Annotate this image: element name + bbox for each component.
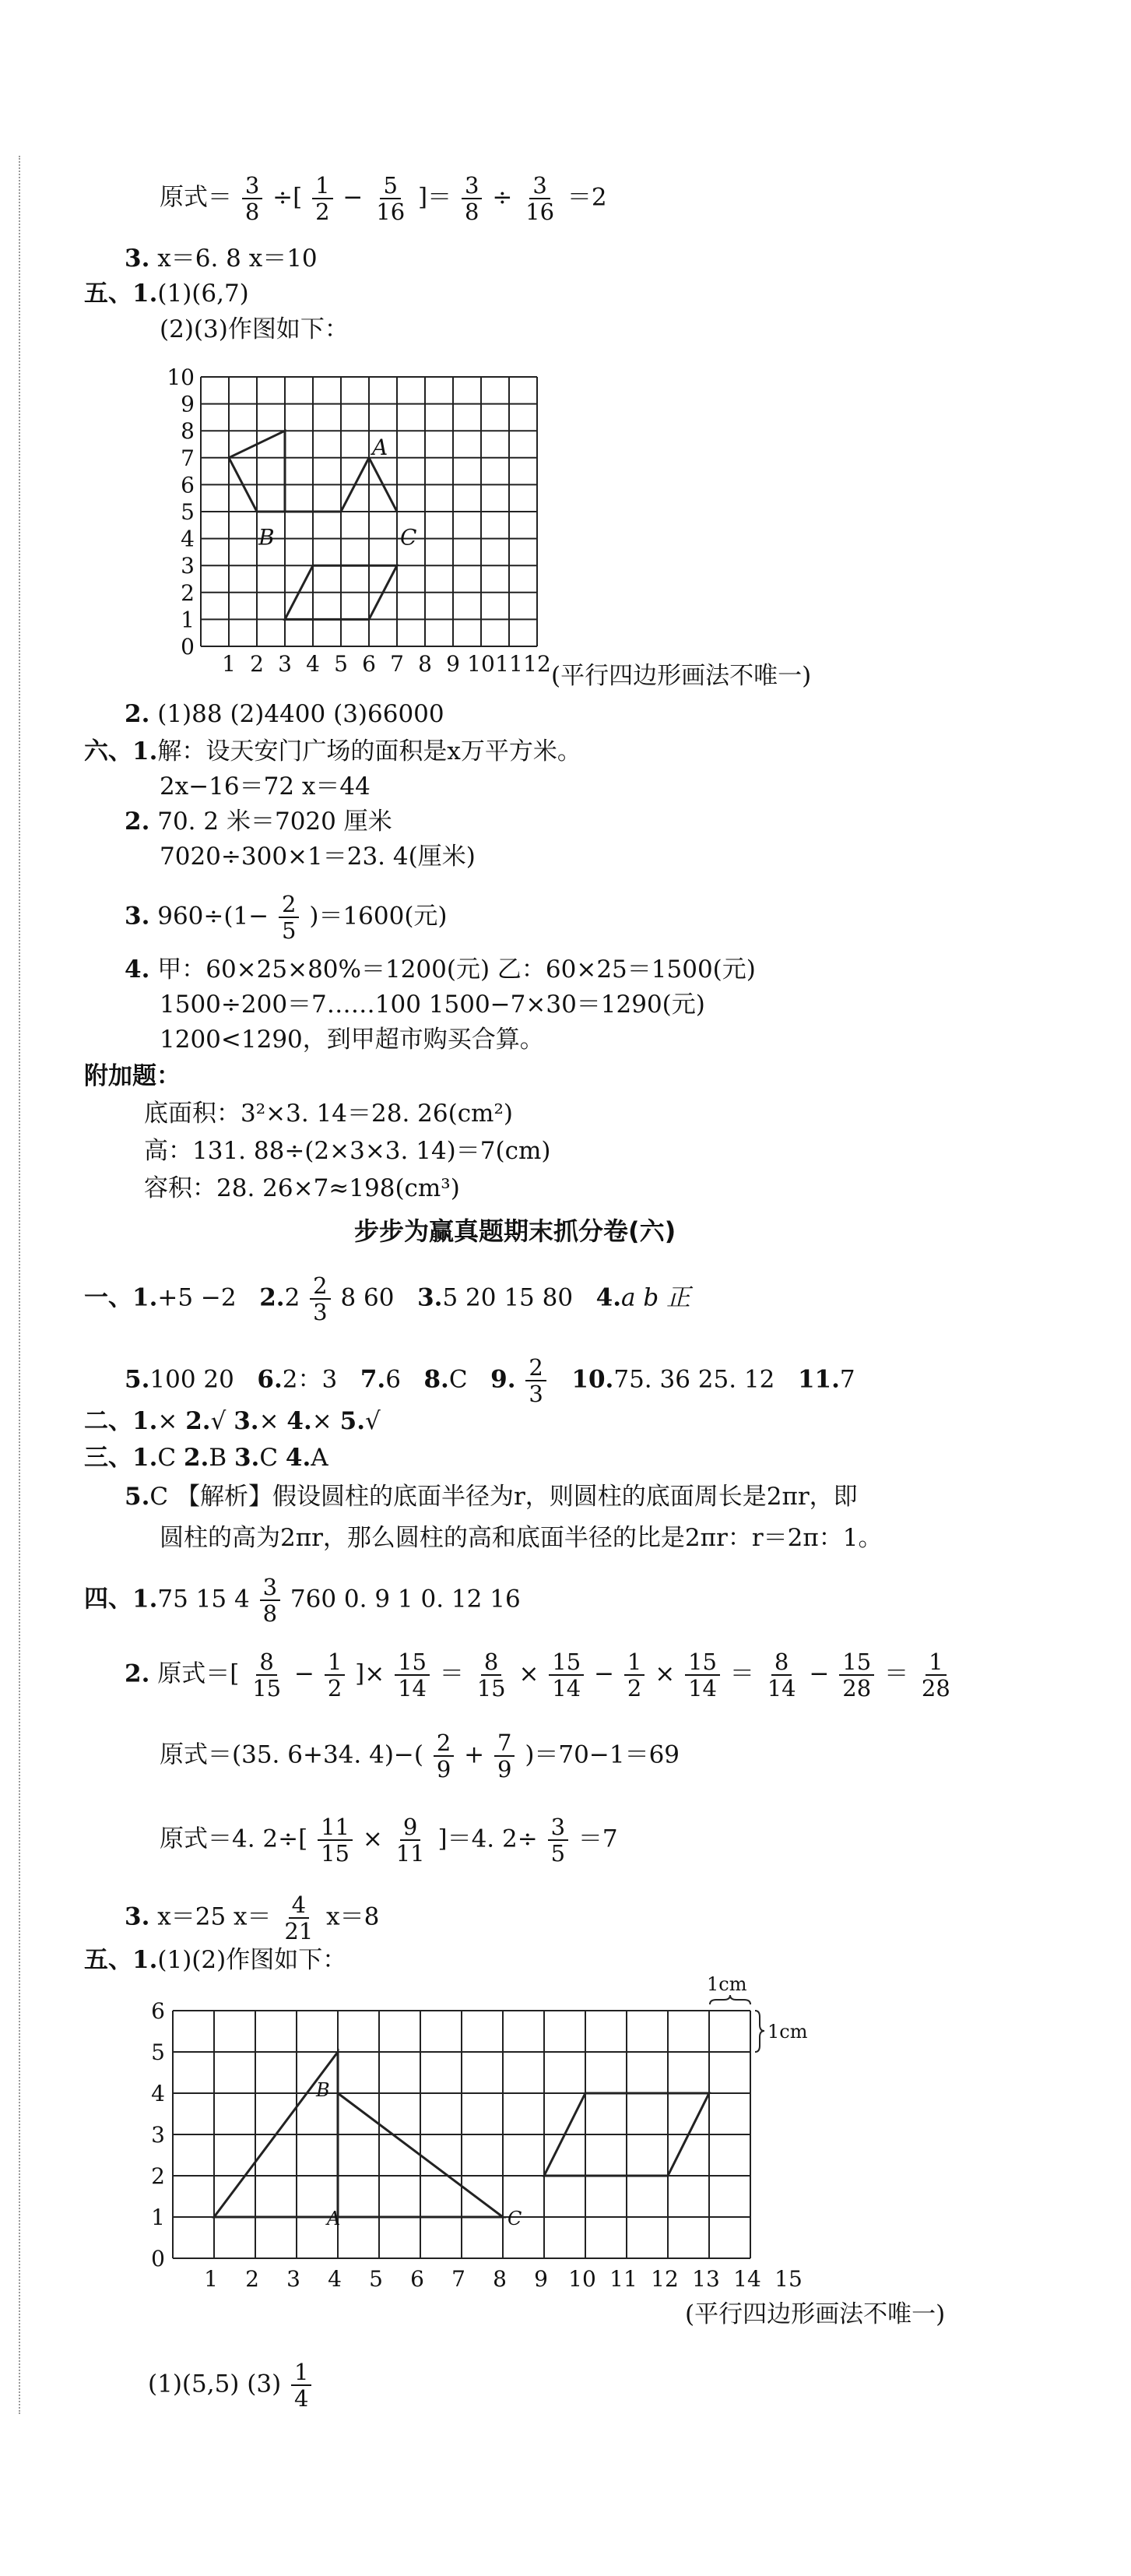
grid1-x-tick: 8 xyxy=(418,651,432,677)
grid2-x-tick: 5 xyxy=(369,2266,383,2292)
grid1-y-tick: 2 xyxy=(181,579,195,606)
grid2-note: (平行四边形画法不唯一) xyxy=(685,2300,946,2328)
unit-brace-horizontal xyxy=(710,1995,750,2004)
unit-label-horizontal: 1cm xyxy=(707,1973,747,1995)
grid2-y-tick: 5 xyxy=(151,2039,165,2065)
extra-title: 附加题： xyxy=(84,1062,181,1090)
unit-brace-vertical xyxy=(755,2011,764,2052)
grid2-x-tick: 14 xyxy=(733,2266,761,2292)
grid2-x-tick: 12 xyxy=(651,2266,679,2292)
grid1-x-tick: 12 xyxy=(523,651,551,677)
part-two-line: 二、1.× 2.√ 3.× 4.× 5.√ xyxy=(84,1407,381,1435)
grid2-x-tick: 3 xyxy=(286,2266,300,2292)
extra-l1: 底面积：3²×3. 14＝28. 26(cm²) xyxy=(144,1100,513,1128)
grid2-y-tick: 6 xyxy=(151,1998,165,2024)
grid2-y-tick: 0 xyxy=(151,2246,165,2272)
grid1-x-tick: 1 xyxy=(222,651,236,677)
grid1-y-tick: 0 xyxy=(181,634,195,660)
grid2-x-tick: 6 xyxy=(410,2266,424,2292)
grid2-x-tick: 4 xyxy=(328,2266,342,2292)
grid1-y-tick: 9 xyxy=(181,391,195,417)
drawing-caption: (2)(3)作图如下： xyxy=(160,315,349,343)
grid1-y-tick: 4 xyxy=(181,526,195,552)
grid2-x-tick: 1 xyxy=(204,2266,218,2292)
part-four-expr1: 2. 原式＝[ $\frac{8}{15}$ − $\frac{1}{2}$ ]× $\frac{15}{14}$ ＝ $\frac{8}{15}$ × $\frac{15}{14}$ − $\frac{1}{2}$ × $\frac{15}{14}$ ＝ $\frac{8}{14}$ − $\frac{15}{28}$ ＝ $\frac{1}{28}$ xyxy=(125,1649,950,1701)
grid2-x-tick: 2 xyxy=(245,2266,259,2292)
part-one-line1: 一、1.+5 −2 2.2 $\frac{2}{3}$ 8 60 3.5 20 15 80 4.a b 正 xyxy=(84,1272,691,1325)
expression-line: 原式＝ $\frac{3}{8}$ ÷[ $\frac{1}{2}$ − $\frac{5}{16}$ ]＝ $\frac{3}{8}$ ÷ $\frac{3}{16}$ ＝2 xyxy=(160,172,607,225)
part-four-expr3: 原式＝4. 2÷[ $\frac{11}{15}$ × $\frac{9}{11}$ ]＝4. 2÷ $\frac{3}{5}$ ＝7 xyxy=(160,1814,618,1867)
grid2-point-b: B xyxy=(316,2079,330,2101)
part-four-q3: 3. x＝25 x＝ $\frac{4}{21}$ x＝8 xyxy=(125,1892,380,1944)
unit-label-vertical: 1cm xyxy=(767,2021,808,2043)
section-six-q4-l3: 1200<1290，到甲超市购买合算。 xyxy=(160,1026,544,1054)
grid2-y-tick: 2 xyxy=(151,2163,165,2189)
grid1-y-tick: 5 xyxy=(181,499,195,525)
section-five-line: 五、1.(1)(6,7) xyxy=(84,280,249,308)
grid1-point-a: A xyxy=(372,434,388,460)
section-six-q2: 2. 70. 2 米＝7020 厘米 xyxy=(125,808,392,836)
part-three-q5-l2: 圆柱的高为2πr，那么圆柱的高和底面半径的比是2πr：r＝2π：1。 xyxy=(160,1524,883,1552)
grid2-x-tick: 7 xyxy=(451,2266,465,2292)
grid1-x-tick: 6 xyxy=(362,651,376,677)
grid2-x-tick: 11 xyxy=(609,2266,638,2292)
grid1-x-tick: 5 xyxy=(334,651,348,677)
grid1-y-tick: 7 xyxy=(181,445,195,471)
grid1-y-tick: 6 xyxy=(181,472,195,498)
grid1-x-tick: 11 xyxy=(495,651,523,677)
grid1-x-tick: 4 xyxy=(306,651,320,677)
grid1-y-tick: 8 xyxy=(181,418,195,445)
grid1-point-c: C xyxy=(400,524,417,551)
grid2-y-tick: 4 xyxy=(151,2081,165,2106)
grid1-x-tick: 3 xyxy=(278,651,292,677)
section-six-q4: 4. 甲：60×25×80%＝1200(元) 乙：60×25＝1500(元) xyxy=(125,955,756,984)
part-five-answers: (1)(5,5) (3) $\frac{1}{4}$ xyxy=(148,2360,314,2411)
extra-l2: 高：131. 88÷(2×3×3. 14)＝7(cm) xyxy=(144,1137,551,1165)
exam-title: 步步为赢真题期末抓分卷(六) xyxy=(354,1216,676,1246)
grid2-point-c: C xyxy=(508,2208,522,2229)
part-three-q5: 5.C 【解析】假设圆柱的底面半径为r，则圆柱的底面周长是2πr，即 xyxy=(125,1483,858,1511)
grid2-x-tick: 10 xyxy=(568,2266,596,2292)
part-five-line: 五、1.(1)(2)作图如下： xyxy=(84,1946,347,1974)
grid2-x-tick: 13 xyxy=(692,2266,720,2292)
section-six-q3: 3. 960÷(1− $\frac{2}{5}$ )＝1600(元) xyxy=(125,891,448,944)
part-three-line: 三、1.C 2.B 3.C 4.A xyxy=(84,1444,328,1472)
grid1-x-tick: 7 xyxy=(390,651,404,677)
grid2-y-tick: 1 xyxy=(151,2205,165,2230)
part-one-line2: 5.100 20 6.2：3 7.6 8.C 9. $\frac{2}{3}$ 10.75. 36 25. 12 11.7 xyxy=(125,1354,855,1407)
grid2-x-tick: 9 xyxy=(534,2266,548,2292)
part-four-line1: 四、1.75 15 4 $\frac{3}{8}$ 760 0. 9 1 0. 12 16 xyxy=(84,1574,521,1627)
grid2-x-tick: 15 xyxy=(774,2266,803,2292)
section-six-q1-eq: 2x−16＝72 x＝44 xyxy=(160,772,371,801)
grid1-y-tick: 1 xyxy=(181,607,195,633)
section-five-q2: 2. (1)88 (2)4400 (3)66000 xyxy=(125,700,444,728)
grid1-x-tick: 10 xyxy=(467,651,495,677)
grid1-x-tick: 2 xyxy=(250,651,264,677)
grid2-x-tick: 8 xyxy=(493,2266,507,2292)
grid1-note: (平行四边形画法不唯一) xyxy=(551,662,812,690)
grid2-point-a: A xyxy=(327,2208,341,2229)
section-six-q1: 六、1.解：设天安门广场的面积是x万平方米。 xyxy=(84,737,581,765)
grid2-y-tick: 3 xyxy=(151,2122,165,2148)
grid1-y-tick: 10 xyxy=(167,364,195,390)
section-six-q2-l2: 7020÷300×1＝23. 4(厘米) xyxy=(160,843,476,871)
section-six-q4-l2: 1500÷200＝7……100 1500−7×30＝1290(元) xyxy=(160,991,705,1019)
part-four-expr2: 原式＝(35. 6+34. 4)−( $\frac{2}{9}$ + $\frac{7}{9}$ )＝70−1＝69 xyxy=(160,1730,680,1782)
answer-line: 3. x＝6. 8 x＝10 xyxy=(125,245,318,273)
extra-l3: 容积：28. 26×7≈198(cm³) xyxy=(144,1174,460,1202)
grid1-x-tick: 9 xyxy=(446,651,460,677)
grid1-point-b: B xyxy=(258,524,275,551)
grid1-y-tick: 3 xyxy=(181,553,195,579)
